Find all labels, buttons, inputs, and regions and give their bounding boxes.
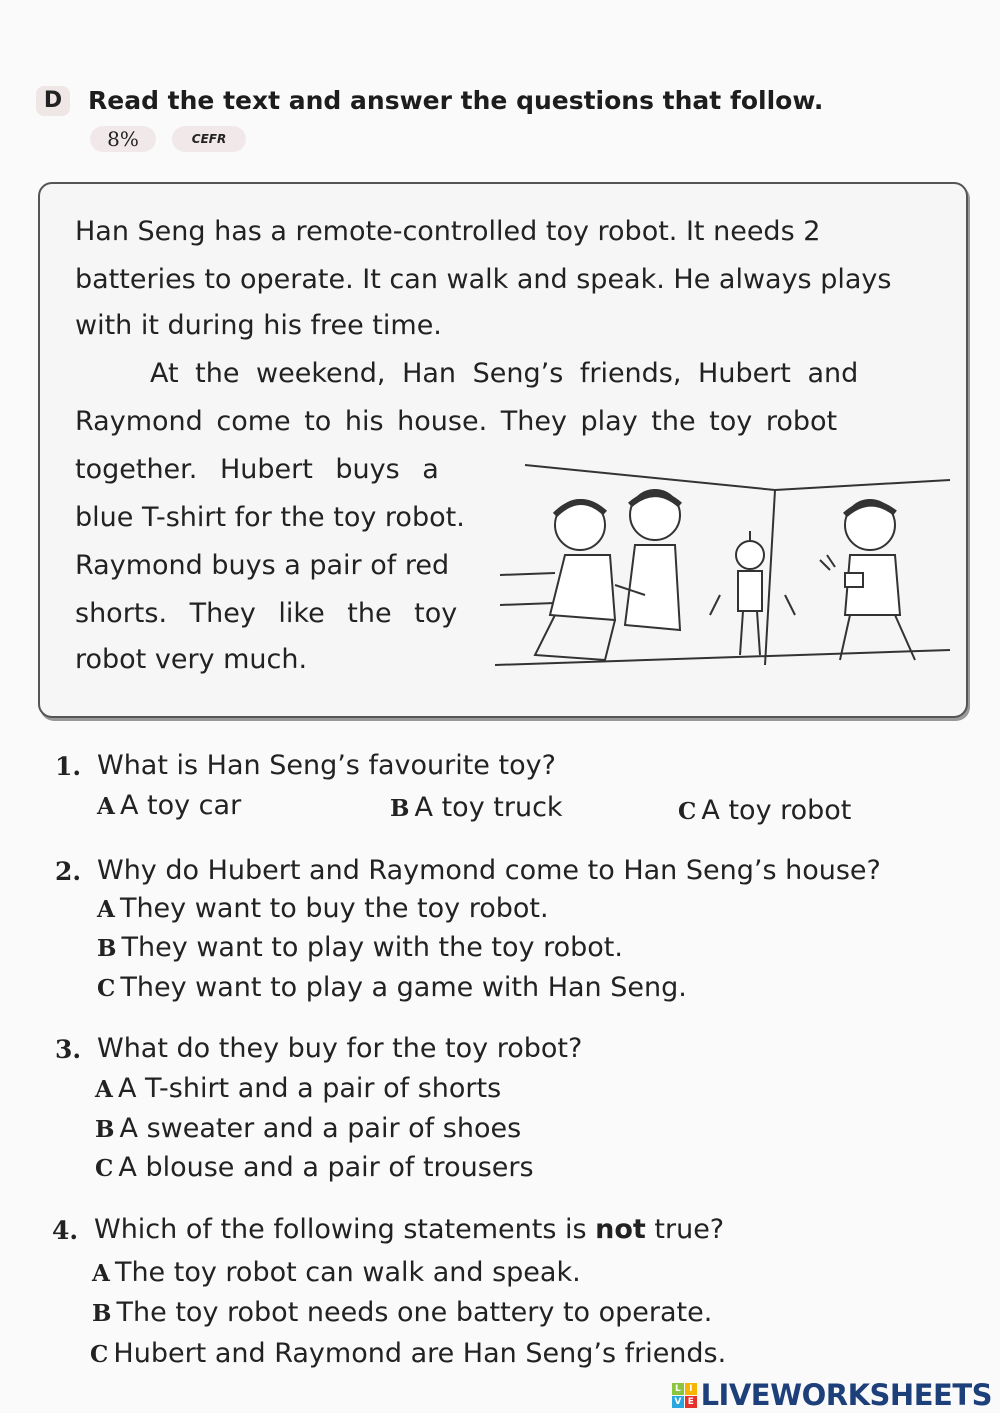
option-4c[interactable] xyxy=(90,1338,726,1369)
logo-mark-letter: I xyxy=(685,1383,697,1395)
option-text: The toy robot can walk and speak. xyxy=(114,1257,581,1288)
option-text: Hubert and Raymond are Han Seng’s friends. xyxy=(113,1338,727,1369)
passage-line: batteries to operate. It can walk and speak. He always plays xyxy=(75,264,892,295)
option-letter: A xyxy=(92,1260,110,1287)
logo-text: LIVEWORKSHEETS xyxy=(700,1378,992,1412)
option-letter: B xyxy=(390,795,410,822)
passage-line: shorts. They like the toy xyxy=(75,598,458,629)
passage-line: At the weekend, Han Seng’s friends, Hubert and xyxy=(150,358,859,389)
passage-line: with it during his free time. xyxy=(75,310,442,341)
option-letter: A xyxy=(97,793,115,820)
logo-mark-letter: E xyxy=(685,1396,697,1408)
logo-mark-letter: L xyxy=(672,1383,684,1395)
logo-mark-icon xyxy=(672,1383,697,1408)
question-text: Why do Hubert and Raymond come to Han Seng’s house? xyxy=(97,855,881,886)
children-robot-illustration xyxy=(495,455,960,685)
option-letter: A xyxy=(97,896,115,923)
question-text: What do they buy for the toy robot? xyxy=(97,1033,583,1064)
option-4a[interactable] xyxy=(92,1257,581,1288)
question-text-part: Which of the following statements is xyxy=(94,1214,596,1245)
question-number: 3. xyxy=(55,1035,82,1064)
passage-line: Raymond come to his house. They play the toy robot xyxy=(75,406,838,437)
option-1a[interactable] xyxy=(97,790,241,821)
option-letter: B xyxy=(97,935,117,962)
option-3b[interactable] xyxy=(95,1113,521,1144)
option-2b[interactable] xyxy=(97,932,623,963)
option-letter: B xyxy=(92,1300,112,1327)
passage-line: blue T-shirt for the toy robot. xyxy=(75,502,465,533)
cefr-badge: CEFR xyxy=(172,126,246,152)
question-text xyxy=(94,1214,724,1245)
option-text: They want to buy the toy robot. xyxy=(119,893,549,924)
section-letter: D xyxy=(36,86,70,116)
question-text-part: true? xyxy=(645,1214,725,1245)
option-4b[interactable] xyxy=(92,1297,712,1328)
instruction: Read the text and answer the questions that follow. xyxy=(88,86,824,115)
option-1c[interactable] xyxy=(678,795,851,826)
question-number: 4. xyxy=(52,1216,79,1245)
option-text: The toy robot needs one battery to operate. xyxy=(116,1297,713,1328)
passage-line: Raymond buys a pair of red xyxy=(75,550,450,581)
passage-line: together. Hubert buys a xyxy=(75,454,439,485)
option-text: A sweater and a pair of shoes xyxy=(119,1113,522,1144)
option-2a[interactable] xyxy=(97,893,549,924)
option-text: A T-shirt and a pair of shorts xyxy=(117,1073,502,1104)
option-text: A toy robot xyxy=(701,795,852,826)
option-text: A toy truck xyxy=(414,792,563,823)
option-letter: C xyxy=(678,798,697,825)
option-text: A blouse and a pair of trousers xyxy=(118,1152,534,1183)
passage-line: Han Seng has a remote-controlled toy robot. It needs 2 xyxy=(75,216,821,247)
option-letter: A xyxy=(95,1076,113,1103)
question-text: What is Han Seng’s favourite toy? xyxy=(97,750,556,781)
option-text: A toy car xyxy=(119,790,242,821)
option-2c[interactable] xyxy=(97,972,687,1003)
option-3a[interactable] xyxy=(95,1073,501,1104)
option-text: They want to play a game with Han Seng. xyxy=(120,972,687,1003)
question-number: 1. xyxy=(55,752,82,781)
emphasis-not: not xyxy=(595,1214,646,1245)
option-letter: C xyxy=(97,975,116,1002)
option-letter: C xyxy=(95,1155,114,1182)
option-letter: B xyxy=(95,1116,115,1143)
option-text: They want to play with the toy robot. xyxy=(121,932,623,963)
option-letter: C xyxy=(90,1341,109,1368)
question-number: 2. xyxy=(55,857,82,886)
liveworksheets-logo xyxy=(672,1378,992,1412)
option-3c[interactable] xyxy=(95,1152,534,1183)
passage-line: robot very much. xyxy=(75,644,308,675)
logo-mark-letter: V xyxy=(672,1396,684,1408)
option-1b[interactable] xyxy=(390,792,563,823)
marks-percent: 8% xyxy=(90,126,156,152)
